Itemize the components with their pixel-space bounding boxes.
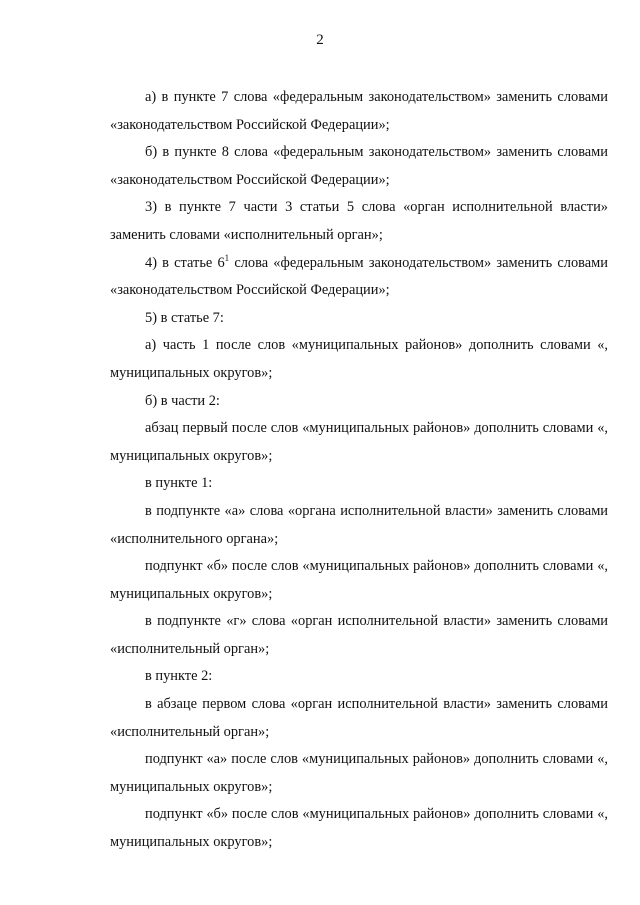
article-superscript: 1 [224,252,230,263]
paragraph-5: 5) в статье 7: [145,309,224,326]
paragraph-3: 3) в пункте 7 части 3 статьи 5 слова «орган исполнительной власти» заменить словами «исполнительный орган»; [110,199,608,243]
page-number: 2 [316,32,324,48]
document-body [110,84,608,857]
paragraph-1: а) в пункте 7 слова «федеральным законодательством» заменить словами «законодательством Российской Федерации»; [110,89,608,133]
paragraph-2: б) в пункте 8 слова «федеральным законодательством» заменить словами «законодательством Российской Федерации»; [110,144,608,188]
paragraph-15: подпункт «а» после слов «муниципальных районов» дополнить словами «, муниципальных округов»; [110,751,608,795]
paragraph-6: а) часть 1 после слов «муниципальных районов» дополнить словами «, муниципальных округов»; [110,337,608,381]
paragraph-8: абзац первый после слов «муниципальных районов» дополнить словами «, муниципальных округов»; [110,420,608,464]
paragraph-9: в пункте 1: [145,475,213,492]
paragraph-14: в абзаце первом слова «орган исполнительной власти» заменить словами «исполнительный орган»; [110,696,608,740]
paragraph-4-end: слова «федеральным законодательством» заменить словами «законодательством Российской Федерации»; [110,254,608,299]
paragraph-12: в подпункте «г» слова «орган исполнительной власти» заменить словами «исполнительный орган»; [110,613,608,657]
paragraph-10: в подпункте «а» слова «органа исполнительной власти» заменить словами «исполнительного органа»; [110,502,608,547]
paragraph-7: б) в части 2: [145,392,220,409]
paragraph-4-start: 4) в статье 6 [145,254,225,271]
paragraph-16: подпункт «б» после слов «муниципальных районов» дополнить словами «, муниципальных округов»; [110,806,608,851]
paragraph-11: подпункт «б» после слов «муниципальных районов» дополнить словами «, муниципальных округов»; [110,558,608,602]
paragraph-4 [110,250,608,305]
paragraph-13: в пункте 2: [145,668,213,685]
